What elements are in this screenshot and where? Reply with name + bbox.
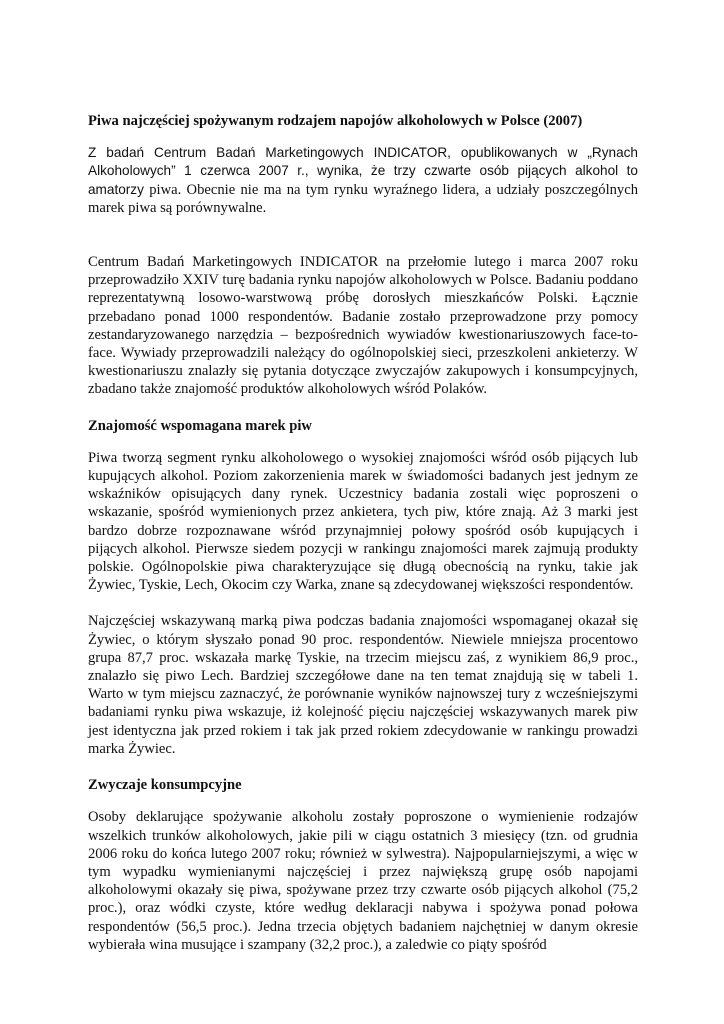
section-heading-habits: Zwyczaje konsumpcyjne [88,777,242,794]
document-page [88,112,638,954]
habits-paragraph: Osoby deklarujące spożywanie alkoholu zostały poproszone o wymienienie rodzajów wszelkich trunków alkoholowych, jakie pili w ciągu ostatnich 3 miesięcy (tzn. od grudnia 2006 roku do końca lutego 2007 roku; również w sylwestra). Najpopularniejszymi, a więc w tym wypadku wymienianymi najczęściej i przez największą grupę osób napojami alkoholowymi okazały się piwa, spożywane przez trzy czwarte osób pijących alkohol (75,2 proc.), oraz wódki czyste, które według deklaracji nabywa i spożywa ponad połowa respondentów (56,5 proc.). Jedna trzecia objętych badaniem najchętniej w danym okresie wybierała wina musujące i szampany (32,2 proc.), a zaledwie co piąty spośród [88,809,638,953]
intro-serif-text: piwa. Obecnie nie ma na tym rynku wyraźnego lidera, a udziały poszczególnych marek piwa są porównywalne. [88,181,638,216]
method-paragraph: Centrum Badań Marketingowych INDICATOR na przełomie lutego i marca 2007 roku przeprowadziło XXIV turę badania rynku napojów alkoholowych w Polsce. Badaniu poddano reprezentatywną losowo-warstwową próbę dorosłych mieszkańców Polski. Łącznie przebadano ponad 1000 respondentów. Badanie zostało przeprowadzone przy pomocy zestandaryzowanego narzędzia – bezpośrednich wywiadów kwestionariuszowych face-to-face. Wywiady przeprowadzili należący do ogólnopolskiej sieci, przeszkoleni ankieterzy. W kwestionariuszu znalazły się pytania dotyczące zwyczajów zakupowych i konsumpcyjnych, zbadano także znajomość produktów alkoholowych wśród Polaków. [88,254,638,398]
document-title: Piwa najczęściej spożywanym rodzajem napojów alkoholowych w Polsce (2007) [88,113,583,129]
awareness-paragraph-1: Piwa tworzą segment rynku alkoholowego o wysokiej znajomości wśród osób pijących lub kupujących alkohol. Poziom zakorzenienia marek w świadomości badanych jest jednym ze wskaźników opisujących dany rynek. Uczestnicy badania zostali więc poproszeni o wskazanie, spośród wymienionych przez ankietera, tych piw, które znają. Aż 3 marki jest bardzo dobrze rozpoznawane wśród przynajmniej połowy spośród osób kupujących i pijących alkohol. Pierwsze siedem pozycji w rankingu znajomości marek zajmują produkty polskie. Ogólnopolskie piwa charakteryzujące się długą obecnością na rynku, takie jak Żywiec, Tyskie, Lech, Okocim czy Warka, znane są zdecydowanej większości respondentów. [88,449,638,594]
intro-sans-text: Z badań Centrum Badań Marketingowych INDICATOR, opublikowanych w „Rynach Alkoholowych” 1 czerwca 2007 r., wynika, że trzy czwarte osób pijących alkohol to amatorzy [88,145,638,197]
section-heading-awareness: Znajomość wspomagana marek piw [88,417,312,434]
intro-paragraph [88,144,638,217]
awareness-paragraph-2: Najczęściej wskazywaną marką piwa podczas badania znajomości wspomaganej okazał się Żywiec, o którym słyszało ponad 90 proc. respondentów. Niewiele mniejsza procentowo grupa 87,7 proc. wskazała markę Tyskie, na trzecim miejscu zaś, z wynikiem 86,9 proc., znalazło się piwo Lech. Bardziej szczegółowe dane na ten temat znajdują się w tabeli 1. Warto w tym miejscu zaznaczyć, że porównanie wyników najnowszej tury z wcześniejszymi badaniami rynku piwa wskazuje, iż kolejność pięciu najczęściej wskazywanych marek piw jest identyczna jak przed rokiem i tak jak przed rokiem zdecydowanie w rankingu prowadzi marka Żywiec. [88,613,638,757]
